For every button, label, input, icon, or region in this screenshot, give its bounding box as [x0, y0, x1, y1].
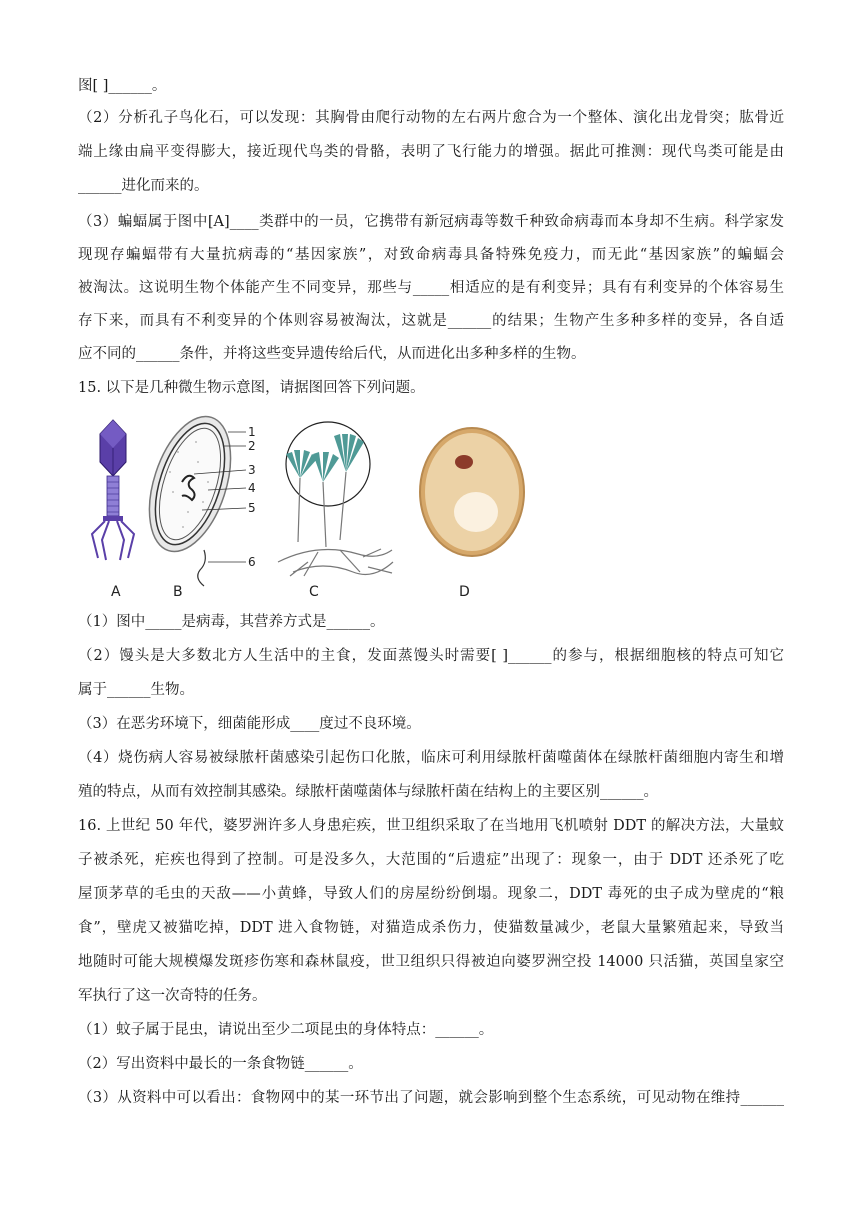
text-line: 屋顶茅草的毛虫的天敌——小黄蜂，导致人们的房屋纷纷倒塌。现象二，DDT 毒死的虫子成为壁虎的“粮: [78, 886, 784, 902]
text-line: （3）蝙蝠属于图中[A]____类群中的一员，它携带有新冠病毒等数千种致命病毒而本身却不生病。科学家发: [78, 214, 784, 230]
text-line: （2）馒头是大多数北方人生活中的主食，发面蒸馒头时需要[ ]______的参与，根据细胞核的特点可知它: [78, 648, 784, 664]
bacterium-part-label: 1: [248, 425, 256, 439]
text-line: 食”，壁虎又被猫吃掉，DDT 进入食物链，对猫造成杀伤力，使猫数量减少，老鼠大量繁殖起来，导致当: [78, 920, 784, 936]
text-line: 属于______生物。: [78, 682, 194, 698]
text-line: 地随时可能大规模爆发斑疹伤寒和森林鼠疫，世卫组织只得被迫向婆罗洲空投 14000 只活猫，英国皇家空: [78, 954, 784, 970]
text-line: （3）在恶劣环境下，细菌能形成____度过不良环境。: [78, 716, 421, 732]
text-line: （2）写出资料中最长的一条食物链______。: [78, 1056, 363, 1072]
figure-label-c: C: [309, 584, 319, 600]
bacterium-part-label: 5: [248, 501, 256, 515]
bacterium-part-label: 3: [248, 463, 256, 477]
text-line: 军执行了这一次奇特的任务。: [78, 988, 267, 1004]
figure-label-a: A: [111, 584, 121, 600]
text-line: 子被杀死，疟疾也得到了控制。可是没多久，大范围的“后遗症”出现了：现象一，由于 DDT 还杀死了吃: [78, 852, 784, 868]
text-line: 殖的特点，从而有效控制其感染。绿脓杆菌噬菌体与绿脓杆菌在结构上的主要区别______。: [78, 784, 658, 800]
text-line: 图[ ]______。: [78, 78, 167, 94]
text-line: （2）分析孔子鸟化石，可以发现：其胸骨由爬行动物的左右两片愈合为一个整体、演化出龙骨突；肱骨近: [78, 110, 784, 126]
bacteriophage-illustration: [92, 420, 134, 560]
microorganism-diagram: [78, 412, 538, 602]
microorganism-figure: [78, 412, 538, 602]
text-line: （3）从资料中可以看出：食物网中的某一环节出了问题，就会影响到整个生态系统，可见动物在维持______: [78, 1090, 784, 1106]
text-line: 应不同的______条件，并将这些变异遗传给后代，从而进化出多种多样的生物。: [78, 346, 586, 362]
text-line: ______进化而来的。: [78, 178, 209, 194]
figure-label-d: D: [459, 584, 470, 600]
bacterium-part-label: 2: [248, 439, 256, 453]
text-line: （4）烧伤病人容易被绿脓杆菌感染引起伤口化脓，临床可利用绿脓杆菌噬菌体在绿脓杆菌细胞内寄生和增: [78, 750, 784, 766]
yeast-illustration: [420, 428, 524, 556]
text-line: 被淘汰。这说明生物个体能产生不同变异，那些与_____相适应的是有利变异；具有有利变异的个体容易生: [78, 280, 784, 296]
bacterium-illustration: [134, 412, 256, 586]
question-16-heading: 16. 上世纪 50 年代，婆罗洲许多人身患疟疾，世卫组织采取了在当地用飞机喷射 DDT 的解决方法，大量蚊: [78, 818, 784, 834]
question-15-heading: 15. 以下是几种微生物示意图，请据图回答下列问题。: [78, 380, 425, 396]
text-line: 现现存蝙蝠带有大量抗病毒的“基因家族”，对致命病毒具备特殊免疫力，而无此“基因家族”的蝙蝠会: [78, 247, 784, 263]
mold-illustration: [278, 422, 393, 576]
text-line: （1）图中_____是病毒，其营养方式是______。: [78, 614, 385, 630]
figure-label-b: B: [173, 584, 183, 600]
bacterium-part-label: 4: [248, 481, 256, 495]
text-line: （1）蚊子属于昆虫，请说出至少二项昆虫的身体特点：______。: [78, 1022, 494, 1038]
text-line: 存下来，而具有不利变异的个体则容易被淘汰，这就是______的结果；生物产生多种多样的变异，各自适: [78, 313, 784, 329]
text-line: 端上缘由扁平变得膨大，接近现代鸟类的骨骼，表明了飞行能力的增强。据此可推测：现代鸟类可能是由: [78, 144, 784, 160]
bacterium-part-label: 6: [248, 555, 256, 569]
